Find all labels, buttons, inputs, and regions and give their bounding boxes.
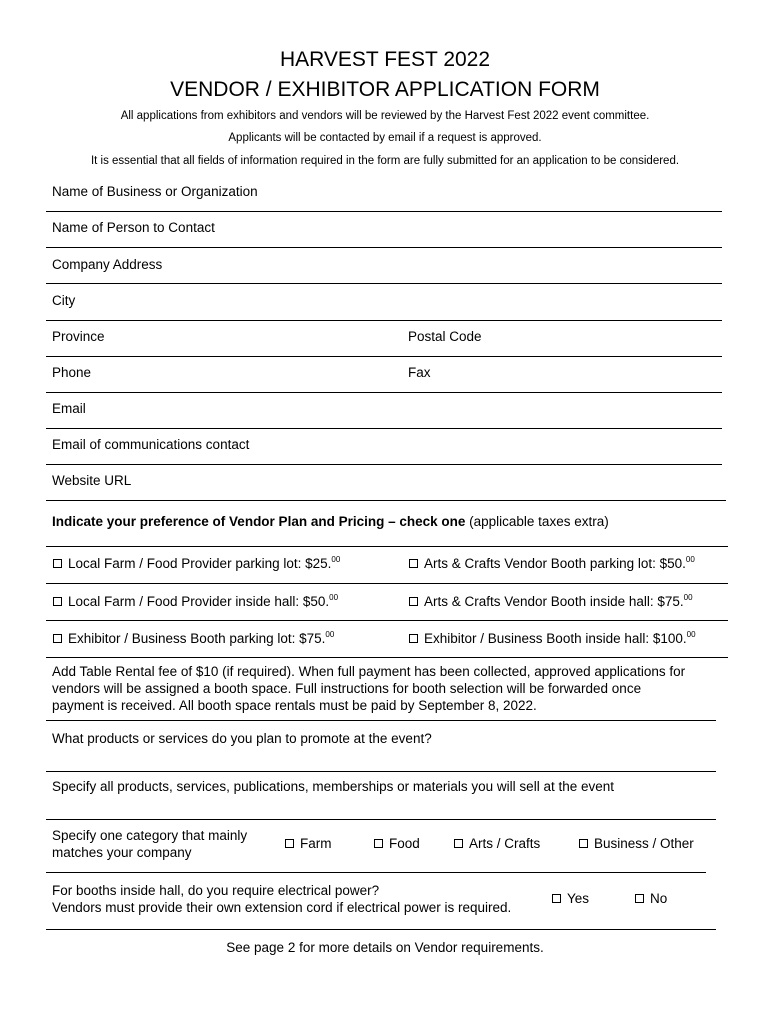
divider [46,428,722,429]
intro-line-3: It is essential that all fields of information required in the form are fully submitted for an application to be considered. [90,155,680,167]
table-rental-note [52,663,685,714]
company-address-label: Company Address [52,257,163,272]
electrical-note: Vendors must provide their own extension cord if electrical power is required. [52,900,512,915]
province-field[interactable] [120,328,394,352]
contact-person-label: Name of Person to Contact [52,220,215,235]
electrical-yes-option[interactable] [552,891,589,906]
city-label: City [52,293,76,308]
sell-question-label: Specify all products, services, publications, memberships or materials you will sell at the event [52,779,614,794]
plan-option-label: Exhibitor / Business Booth parking lot: $75. [68,631,326,646]
email-label: Email [52,401,86,416]
plan-option-cents: 00 [683,593,693,602]
website-url-label: Website URL [52,473,132,488]
plan-option-label: Arts & Crafts Vendor Booth inside hall: $75. [424,594,684,609]
divider [46,247,722,248]
divider [46,657,728,658]
plan-option-local-farm-hall[interactable] [53,593,338,609]
fax-field[interactable] [440,364,714,388]
communications-email-label: Email of communications contact [52,437,250,452]
divider [46,771,716,772]
category-option-business-other[interactable] [579,836,694,851]
category-option-label: Arts / Crafts [469,836,541,851]
checkbox-icon[interactable] [53,634,62,643]
plan-option-local-farm-parking[interactable] [53,555,340,571]
divider [46,356,722,357]
plan-heading-note: (applicable taxes extra) [469,514,609,529]
business-name-label: Name of Business or Organization [52,184,258,199]
website-url-field[interactable] [145,472,714,496]
divider [46,320,722,321]
intro-line-2: Applicants will be contacted by email if a request is approved. [228,132,542,144]
electrical-no-option[interactable] [635,891,667,906]
checkbox-icon[interactable] [635,894,644,903]
plan-option-cents: 00 [329,593,339,602]
divider [46,720,716,721]
plan-option-cents: 00 [331,555,341,564]
divider [46,392,722,393]
checkbox-icon[interactable] [374,839,383,848]
plan-option-label: Exhibitor / Business Booth inside hall: $100. [424,631,687,646]
footer-note: See page 2 for more details on Vendor requirements. [226,940,544,955]
checkbox-icon[interactable] [409,597,418,606]
divider [46,620,728,621]
table-rental-line: vendors will be assigned a booth space. Full instructions for booth selection will be forwarded once [52,681,642,696]
checkbox-icon[interactable] [579,839,588,848]
communications-email-field[interactable] [270,436,714,460]
company-address-field[interactable] [180,256,714,280]
divider [46,546,728,547]
electrical-no-label: No [650,891,668,906]
category-label-line-1: Specify one category that mainly [52,828,248,843]
contact-person-field[interactable] [230,219,714,243]
checkbox-icon[interactable] [454,839,463,848]
city-field[interactable] [90,292,714,316]
divider [46,872,706,873]
plan-option-label: Local Farm / Food Provider inside hall: $50. [68,594,330,609]
checkbox-icon[interactable] [409,634,418,643]
province-label: Province [52,329,105,344]
postal-code-field[interactable] [495,328,714,352]
plan-option-arts-crafts-parking[interactable] [409,555,695,571]
checkbox-icon[interactable] [53,559,62,568]
category-option-label: Business / Other [594,836,694,851]
checkbox-icon[interactable] [552,894,561,903]
plan-option-label: Arts & Crafts Vendor Booth parking lot: $50. [424,556,686,571]
business-name-field[interactable] [270,183,714,207]
products-answer-field[interactable] [52,749,716,771]
form-subtitle: VENDOR / EXHIBITOR APPLICATION FORM [170,78,600,101]
checkbox-icon[interactable] [409,559,418,568]
checkbox-icon[interactable] [285,839,294,848]
category-option-arts-crafts[interactable] [454,836,540,851]
table-rental-line: payment is received. All booth space rentals must be paid by September 8, 2022. [52,698,537,713]
fax-label: Fax [408,365,431,380]
divider [46,929,716,930]
divider [46,283,722,284]
plan-option-cents: 00 [686,630,696,639]
plan-heading-bold: Indicate your preference of Vendor Plan and Pricing – check one [52,514,466,529]
divider [46,211,722,212]
electrical-question: For booths inside hall, do you require electrical power? [52,883,380,898]
category-option-food[interactable] [374,836,420,851]
plan-option-label: Local Farm / Food Provider parking lot: $25. [68,556,332,571]
divider [46,464,722,465]
form-title: HARVEST FEST 2022 [279,48,491,71]
plan-option-exhibitor-hall[interactable] [409,630,696,646]
plan-option-arts-crafts-hall[interactable] [409,593,693,609]
phone-field[interactable] [100,364,394,388]
plan-option-exhibitor-parking[interactable] [53,630,334,646]
phone-label: Phone [52,365,92,380]
plan-heading [52,514,609,529]
electrical-yes-label: Yes [567,891,590,906]
intro-line-1: All applications from exhibitors and vendors will be reviewed by the Harvest Fest 2022 event committee. [120,110,650,122]
checkbox-icon[interactable] [53,597,62,606]
category-option-label: Farm [300,836,332,851]
email-field[interactable] [100,400,714,424]
sell-answer-field[interactable] [52,797,716,819]
plan-option-cents: 00 [325,630,335,639]
divider [46,819,716,820]
category-label-line-2: matches your company [52,845,192,860]
table-rental-line: Add Table Rental fee of $10 (if required). When full payment has been collected, approved applications for [52,664,686,679]
products-question-label: What products or services do you plan to promote at the event? [52,731,432,746]
category-option-label: Food [389,836,420,851]
divider [46,500,726,501]
postal-code-label: Postal Code [408,329,482,344]
plan-option-cents: 00 [685,555,695,564]
category-option-farm[interactable] [285,836,332,851]
divider [46,583,728,584]
